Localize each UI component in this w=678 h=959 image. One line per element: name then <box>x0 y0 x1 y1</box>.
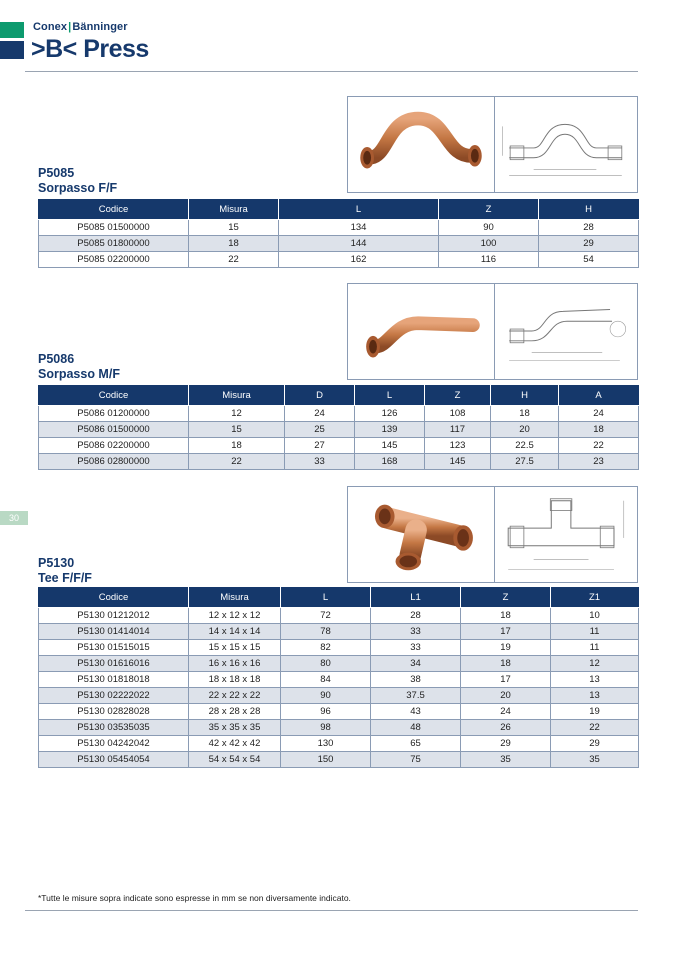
table-cell: 17 <box>461 624 551 640</box>
spec-table-p5086 <box>38 385 639 470</box>
table-cell: 22 x 22 x 22 <box>189 688 281 704</box>
table-cell: P5086 01500000 <box>39 422 189 438</box>
table-cell: 29 <box>461 736 551 752</box>
product-name-p5086: Sorpasso M/F <box>38 367 120 381</box>
table-cell: 35 <box>461 752 551 768</box>
table-cell: 80 <box>281 656 371 672</box>
table-cell: 28 x 28 x 28 <box>189 704 281 720</box>
brand-name <box>33 21 128 33</box>
product-image-p5130 <box>347 486 638 583</box>
table-cell: 12 x 12 x 12 <box>189 608 281 624</box>
column-header: H <box>539 200 639 220</box>
column-header: Misura <box>189 386 285 406</box>
table-cell: 33 <box>371 624 461 640</box>
table-cell: P5130 03535035 <box>39 720 189 736</box>
table-row <box>39 454 639 470</box>
product-name-p5085: Sorpasso F/F <box>38 181 118 195</box>
product-photo-p5086 <box>348 284 494 379</box>
table-cell: 10 <box>551 608 639 624</box>
table-cell: P5130 01414014 <box>39 624 189 640</box>
column-header: L <box>281 588 371 608</box>
column-header: Z1 <box>551 588 639 608</box>
table-cell: 37.5 <box>371 688 461 704</box>
table-cell: 22.5 <box>491 438 559 454</box>
table-cell: P5130 05454054 <box>39 752 189 768</box>
table-cell: 54 x 54 x 54 <box>189 752 281 768</box>
table-cell: P5130 01616016 <box>39 656 189 672</box>
table-cell: P5086 01200000 <box>39 406 189 422</box>
table-row <box>39 438 639 454</box>
table-row <box>39 688 639 704</box>
table-cell: 33 <box>371 640 461 656</box>
table-cell: 18 <box>189 236 279 252</box>
table-cell: 18 <box>461 656 551 672</box>
table-cell: 19 <box>461 640 551 656</box>
table-cell: 35 <box>551 752 639 768</box>
table-cell: 123 <box>425 438 491 454</box>
table-cell: 22 <box>189 252 279 268</box>
table-cell: 72 <box>281 608 371 624</box>
table-row <box>39 720 639 736</box>
table-cell: 82 <box>281 640 371 656</box>
column-header: L1 <box>371 588 461 608</box>
table-header-row <box>39 386 639 406</box>
table-row <box>39 624 639 640</box>
table-cell: 24 <box>461 704 551 720</box>
table-cell: 29 <box>539 236 639 252</box>
product-photo-p5085 <box>348 97 494 192</box>
table-cell: 18 x 18 x 18 <box>189 672 281 688</box>
table-cell: 22 <box>559 438 639 454</box>
product-image-p5085 <box>347 96 638 193</box>
table-cell: 13 <box>551 688 639 704</box>
table-cell: 168 <box>355 454 425 470</box>
header-divider <box>25 71 638 72</box>
table-cell: 150 <box>281 752 371 768</box>
table-cell: 54 <box>539 252 639 268</box>
table-cell: 33 <box>285 454 355 470</box>
table-row <box>39 752 639 768</box>
table-cell: 116 <box>439 252 539 268</box>
table-cell: 13 <box>551 672 639 688</box>
table-cell: 19 <box>551 704 639 720</box>
table-cell: 20 <box>491 422 559 438</box>
table-cell: 29 <box>551 736 639 752</box>
table-cell: P5086 02200000 <box>39 438 189 454</box>
technical-drawing-p5130 <box>493 487 637 582</box>
column-header: H <box>491 386 559 406</box>
table-cell: 78 <box>281 624 371 640</box>
table-cell: 12 <box>551 656 639 672</box>
table-row <box>39 704 639 720</box>
table-cell: 34 <box>371 656 461 672</box>
table-row <box>39 422 639 438</box>
table-cell: 84 <box>281 672 371 688</box>
table-cell: 100 <box>439 236 539 252</box>
brand-left: Conex <box>33 21 68 33</box>
table-cell: 75 <box>371 752 461 768</box>
column-header: D <box>285 386 355 406</box>
spec-table-p5130 <box>38 587 639 768</box>
column-header: Misura <box>189 200 279 220</box>
table-cell: 35 x 35 x 35 <box>189 720 281 736</box>
table-cell: P5130 02828028 <box>39 704 189 720</box>
product-code-p5130: P5130 <box>38 556 75 570</box>
table-cell: 145 <box>425 454 491 470</box>
technical-drawing-p5085 <box>493 97 637 192</box>
table-cell: P5130 04242042 <box>39 736 189 752</box>
table-cell: 108 <box>425 406 491 422</box>
table-cell: 18 <box>461 608 551 624</box>
table-cell: 15 x 15 x 15 <box>189 640 281 656</box>
spec-table-p5085 <box>38 199 639 268</box>
table-cell: 24 <box>559 406 639 422</box>
table-cell: 42 x 42 x 42 <box>189 736 281 752</box>
table-cell: 15 <box>189 422 285 438</box>
column-header: Codice <box>39 200 189 220</box>
brand-separator: | <box>68 21 72 33</box>
table-row <box>39 656 639 672</box>
table-cell: 28 <box>539 220 639 236</box>
table-cell: P5085 01500000 <box>39 220 189 236</box>
table-cell: 12 <box>189 406 285 422</box>
column-header: L <box>279 200 439 220</box>
table-cell: 11 <box>551 624 639 640</box>
table-cell: 130 <box>281 736 371 752</box>
table-row <box>39 608 639 624</box>
table-cell: 65 <box>371 736 461 752</box>
product-name-p5130: Tee F/F/F <box>38 571 92 585</box>
table-cell: 28 <box>371 608 461 624</box>
table-cell: 24 <box>285 406 355 422</box>
table-cell: 18 <box>559 422 639 438</box>
table-cell: 20 <box>461 688 551 704</box>
table-cell: 134 <box>279 220 439 236</box>
table-cell: 145 <box>355 438 425 454</box>
table-cell: 98 <box>281 720 371 736</box>
product-code-p5085: P5085 <box>38 166 75 180</box>
column-header: Misura <box>189 588 281 608</box>
brand-bar-blue <box>0 41 24 59</box>
product-line-title: >B< Press <box>31 35 149 63</box>
table-cell: 15 <box>189 220 279 236</box>
table-cell: 90 <box>281 688 371 704</box>
product-code-p5086: P5086 <box>38 352 75 366</box>
table-row <box>39 672 639 688</box>
table-cell: 27.5 <box>491 454 559 470</box>
table-row <box>39 252 639 268</box>
table-cell: 26 <box>461 720 551 736</box>
table-cell: 162 <box>279 252 439 268</box>
table-row <box>39 236 639 252</box>
table-cell: 139 <box>355 422 425 438</box>
table-cell: 14 x 14 x 14 <box>189 624 281 640</box>
table-cell: 11 <box>551 640 639 656</box>
brand-bar-green <box>0 22 24 38</box>
product-photo-p5130 <box>348 487 494 582</box>
table-cell: 117 <box>425 422 491 438</box>
table-cell: 38 <box>371 672 461 688</box>
column-header: L <box>355 386 425 406</box>
table-cell: 144 <box>279 236 439 252</box>
table-cell: P5130 01515015 <box>39 640 189 656</box>
table-cell: 96 <box>281 704 371 720</box>
table-cell: 22 <box>551 720 639 736</box>
table-cell: P5130 01212012 <box>39 608 189 624</box>
table-row <box>39 640 639 656</box>
table-cell: P5130 02222022 <box>39 688 189 704</box>
page-number: 30 <box>0 511 28 525</box>
table-cell: 16 x 16 x 16 <box>189 656 281 672</box>
table-cell: 18 <box>189 438 285 454</box>
footnote: *Tutte le misure sopra indicate sono espresse in mm se non diversamente indicato. <box>38 893 351 903</box>
table-row <box>39 406 639 422</box>
table-header-row <box>39 588 639 608</box>
table-cell: P5085 02200000 <box>39 252 189 268</box>
table-cell: 18 <box>491 406 559 422</box>
brand-right: Bänninger <box>72 21 128 33</box>
table-row <box>39 220 639 236</box>
table-cell: P5086 02800000 <box>39 454 189 470</box>
table-cell: 126 <box>355 406 425 422</box>
footer-divider <box>25 910 638 911</box>
table-cell: 25 <box>285 422 355 438</box>
column-header: Z <box>425 386 491 406</box>
table-row <box>39 736 639 752</box>
table-cell: 23 <box>559 454 639 470</box>
technical-drawing-p5086 <box>493 284 637 379</box>
column-header: A <box>559 386 639 406</box>
table-cell: 43 <box>371 704 461 720</box>
column-header: Z <box>461 588 551 608</box>
column-header: Codice <box>39 386 189 406</box>
table-cell: 27 <box>285 438 355 454</box>
table-cell: 90 <box>439 220 539 236</box>
table-cell: 17 <box>461 672 551 688</box>
table-cell: 48 <box>371 720 461 736</box>
table-header-row <box>39 200 639 220</box>
table-cell: P5130 01818018 <box>39 672 189 688</box>
table-cell: 22 <box>189 454 285 470</box>
product-image-p5086 <box>347 283 638 380</box>
column-header: Codice <box>39 588 189 608</box>
table-cell: P5085 01800000 <box>39 236 189 252</box>
column-header: Z <box>439 200 539 220</box>
